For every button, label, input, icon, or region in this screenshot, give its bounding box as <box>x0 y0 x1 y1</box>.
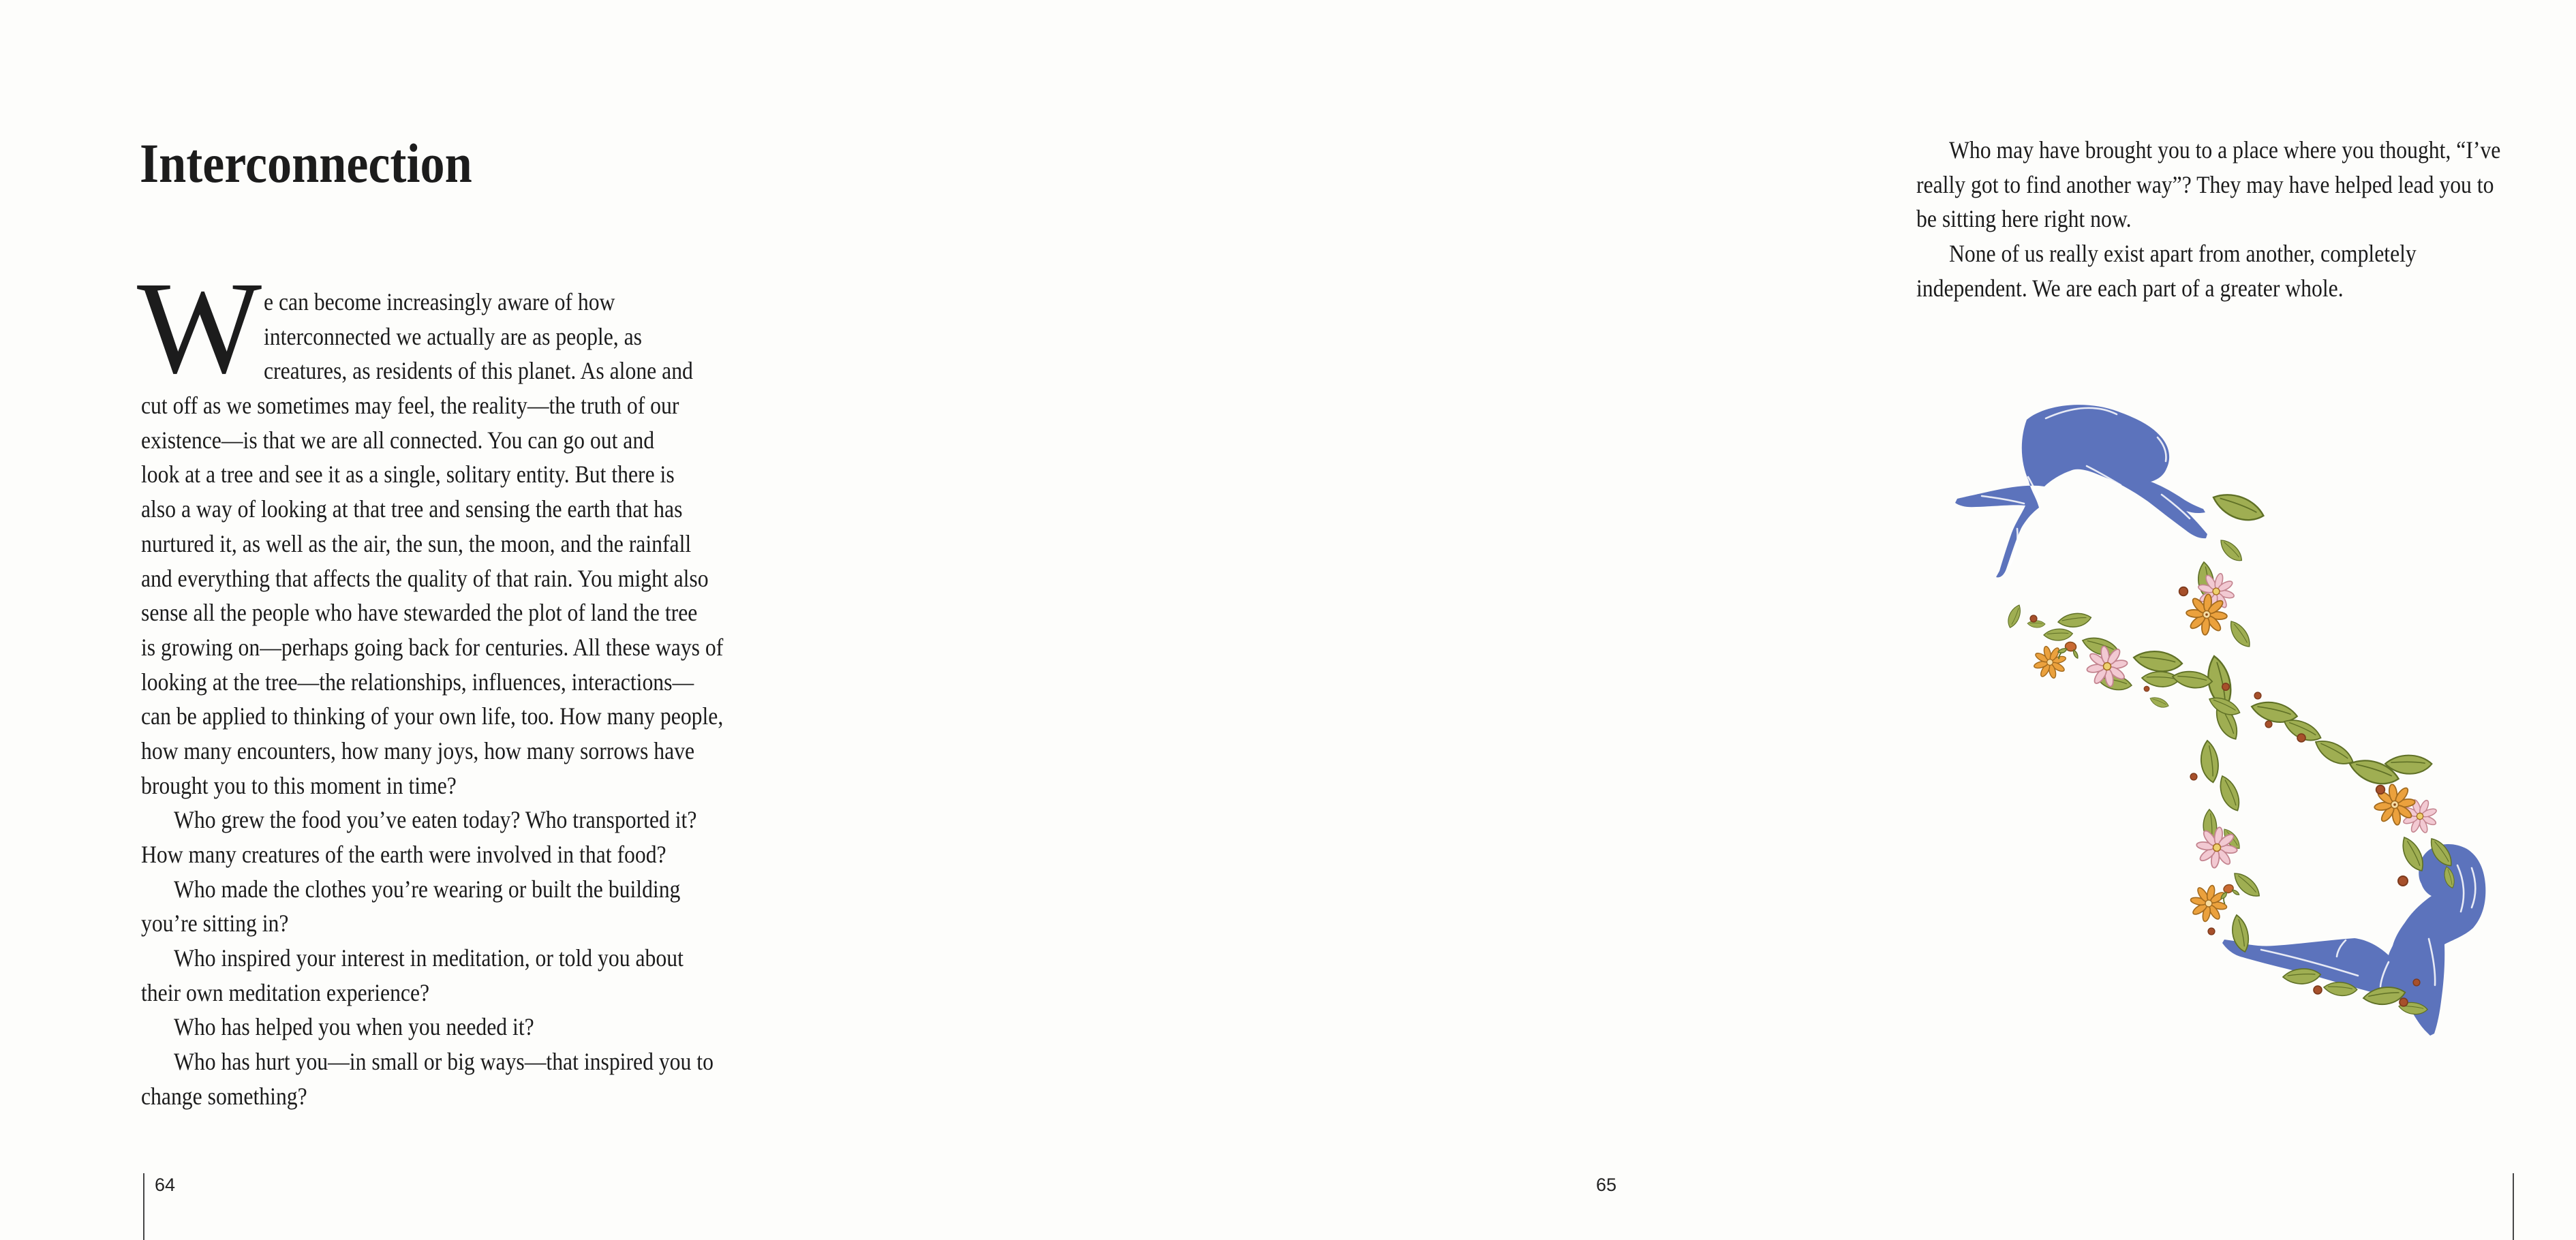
text-line <box>1916 133 2547 168</box>
text-line <box>141 803 758 837</box>
left-page-body <box>137 254 758 1114</box>
text-line <box>141 1044 758 1079</box>
text-line-content: and everything that affects the quality of that rain. You might also <box>141 564 709 592</box>
page-right <box>886 0 2501 1240</box>
text-line <box>141 457 758 492</box>
text-line-content: independent. We are each part of a greater whole. <box>1916 274 2344 302</box>
chapter-title <box>140 131 517 196</box>
page-left <box>0 0 886 1240</box>
text-line-content: really got to find another way”? They may have helped lead you to <box>1916 170 2494 198</box>
footer-rule-right <box>2513 1173 2514 1240</box>
text-line-content: Who has hurt you—in small or big ways—that inspired you to <box>174 1048 714 1076</box>
text-line-content: cut off as we sometimes may feel, the reality—the truth of our <box>141 392 679 420</box>
text-line <box>1916 236 2547 271</box>
page-number-right: 65 <box>1595 1175 1616 1195</box>
text-line-content: Who has helped you when you needed it? <box>174 1013 534 1041</box>
interconnection-illustration <box>1942 395 2528 1070</box>
text-line-content: brought you to this moment in time? <box>141 771 457 799</box>
text-line <box>1916 271 2547 306</box>
right-page-body <box>1916 133 2547 305</box>
text-line-content: change something? <box>141 1082 307 1110</box>
text-line <box>1916 202 2547 236</box>
paragraph-7 <box>1916 133 2547 236</box>
paragraph-6 <box>141 1044 758 1113</box>
text-line-content: also a way of looking at that tree and sensing the earth that has <box>141 495 683 523</box>
text-line <box>1916 168 2547 202</box>
text-line-content: e can become increasingly aware of how <box>264 288 615 315</box>
text-line-content: interconnected we actually are as people, as <box>264 322 643 350</box>
footer-rule-left <box>143 1173 144 1240</box>
paragraph-2 <box>141 803 758 871</box>
text-line-content: look at a tree and see it as a single, solitary entity. But there is <box>141 461 675 489</box>
text-line <box>141 769 758 803</box>
text-line <box>141 423 758 458</box>
text-line-content: can be applied to thinking of your own life, too. How many people, <box>141 702 724 730</box>
text-line <box>141 492 758 527</box>
text-line <box>141 595 758 630</box>
text-line <box>141 837 758 872</box>
text-line-content: How many creatures of the earth were involved in that food? <box>141 841 666 868</box>
drop-cap: W <box>137 254 262 401</box>
pink-flower-icon <box>2194 824 2240 871</box>
text-line-content: existence—is that we are all connected. You can go out and <box>141 426 655 454</box>
text-line <box>141 1079 758 1114</box>
text-line <box>141 734 758 769</box>
text-line-content: is growing on—perhaps going back for centuries. All these ways of <box>141 633 724 661</box>
text-line-content: None of us really exist apart from another, completely <box>1949 240 2417 268</box>
text-line-content: Who grew the food you’ve eaten today? Who transported it? <box>174 806 697 834</box>
text-line <box>141 527 758 561</box>
diving-figure <box>1955 405 2207 577</box>
flower-icons <box>2030 569 2443 925</box>
text-line <box>141 630 758 665</box>
paragraph-4 <box>141 941 758 1010</box>
text-line-content: creatures, as residents of this planet. As alone and <box>264 357 693 385</box>
text-line-content: Who inspired your interest in meditation, or told you about <box>174 944 684 972</box>
text-line <box>141 561 758 596</box>
text-line <box>141 1010 758 1044</box>
leaf-garland <box>2003 482 2455 1019</box>
text-line <box>141 941 758 976</box>
text-line-content: nurtured it, as well as the air, the sun, the moon, and the rainfall <box>141 529 692 557</box>
text-line-content: their own meditation experience? <box>141 978 430 1006</box>
text-line <box>141 388 758 423</box>
text-line-content: looking at the tree—the relationships, influences, interactions— <box>141 668 694 696</box>
chapter-title-text: Interconnection <box>140 132 472 194</box>
text-line-content: be sitting here right now. <box>1916 205 2132 233</box>
text-line <box>141 976 758 1010</box>
text-line-content: sense all the people who have stewarded the plot of land the tree <box>141 599 698 627</box>
text-line <box>141 906 758 941</box>
paragraph-5 <box>141 1010 758 1044</box>
text-line-content: you’re sitting in? <box>141 910 289 937</box>
text-line-content: how many encounters, how many joys, how many sorrows have <box>141 737 695 764</box>
paragraph-8 <box>1916 236 2547 305</box>
text-line-content: Who may have brought you to a place where you thought, “I’ve <box>1949 136 2501 164</box>
paragraph-3 <box>141 872 758 941</box>
text-line <box>141 872 758 907</box>
text-line <box>141 665 758 700</box>
text-line-content: Who made the clothes you’re wearing or built the building <box>174 875 681 903</box>
page-number-left: 64 <box>155 1175 176 1195</box>
text-line <box>141 699 758 734</box>
